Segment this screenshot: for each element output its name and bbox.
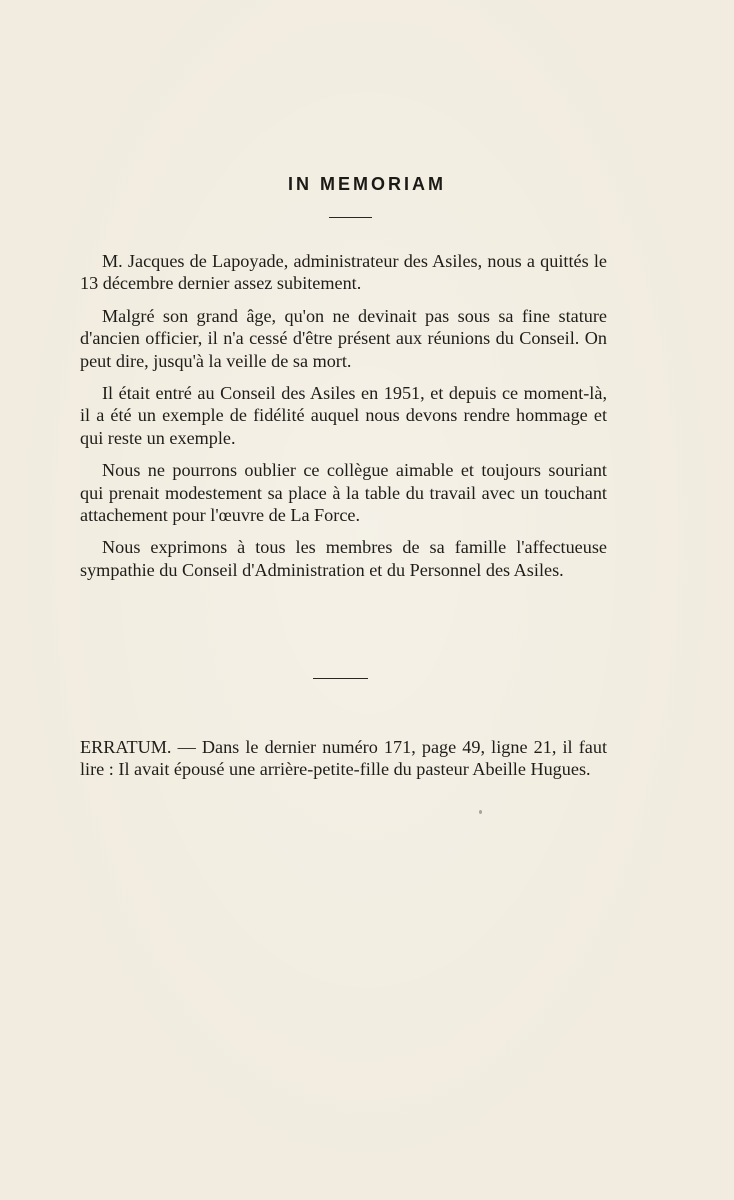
section-divider: [313, 678, 368, 679]
paragraph-3: Il était entré au Conseil des Asiles en 1951, et depuis ce moment-là, il a été un exemple de fidélité auquel nous devons rendre hommage et qui reste un exemple.: [80, 383, 607, 448]
paragraph-2: Malgré son grand âge, qu'on ne devinait pas sous sa fine stature d'ancien officier, il n'a cessé d'être présent aux réunions du Conseil. On peut dire, jusqu'à la veille de sa mort.: [80, 305, 607, 371]
page-title: IN MEMORIAM: [288, 174, 446, 194]
memorial-body: [80, 250, 607, 591]
title-divider: [329, 217, 372, 218]
paragraph-5: Nous exprimons à tous les membres de sa famille l'affectueuse sympathie du Conseil d'Administration et du Personnel des Asiles.: [80, 537, 607, 580]
paper-speck: [479, 810, 482, 814]
erratum-note: ERRATUM. — Dans le dernier numéro 171, page 49, ligne 21, il faut lire : Il avait épousé une arrière-petite-fille du pasteur Abeille Hugues.: [80, 737, 607, 780]
paragraph-4: Nous ne pourrons oublier ce collègue aimable et toujours souriant qui prenait modestement sa place à la table du travail avec un touchant attachement pour l'œuvre de La Force.: [80, 460, 607, 526]
paragraph-1: M. Jacques de Lapoyade, administrateur des Asiles, nous a quittés le 13 décembre dernier assez subitement.: [80, 251, 607, 294]
